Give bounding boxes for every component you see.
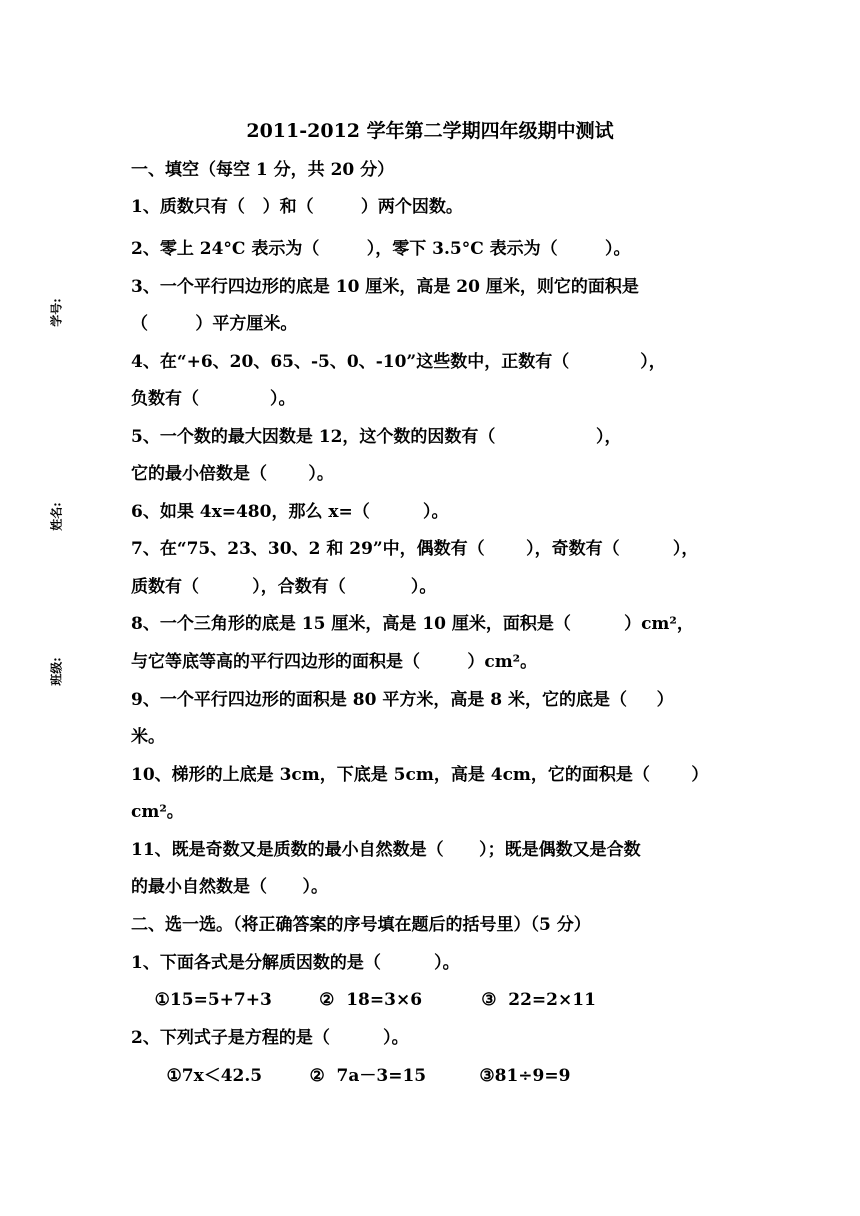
question-5: 5、一个数的最大因数是 12，这个数的因数有（ ）， xyxy=(131,427,622,447)
choice-question-2-options: ①7x＜42.5 ② 7a－3=15 ③81÷9=9 xyxy=(131,1066,571,1086)
question-4-cont: 负数有（ ）。 xyxy=(131,389,296,409)
class-label: 班级: xyxy=(49,657,64,686)
question-1: 1、质数只有（ ）和（ ）两个因数。 xyxy=(131,197,463,217)
question-3-cont: （ ）平方厘米。 xyxy=(131,314,298,334)
question-8: 8、一个三角形的底是 15 厘米，高是 10 厘米，面积是（ ）cm²， xyxy=(131,614,694,634)
section-1-heading: 一、填空（每空 1 分，共 20 分） xyxy=(131,160,395,180)
question-4: 4、在“+6、20、65、-5、0、-10”这些数中，正数有（ ）， xyxy=(131,352,666,372)
choice-question-1-options: ①15=5+7+3 ② 18=3×6 ③ 22=2×11 xyxy=(131,990,596,1010)
question-9-cont: 米。 xyxy=(131,727,165,747)
section-2-heading: 二、选一选。（将正确答案的序号填在题后的括号里）（5 分） xyxy=(131,915,591,935)
question-10-cont: cm²。 xyxy=(131,802,184,822)
choice-question-2: 2、下列式子是方程的是（ ）。 xyxy=(131,1028,409,1048)
question-8-cont: 与它等底等高的平行四边形的面积是（ ）cm²。 xyxy=(131,652,538,672)
question-3: 3、一个平行四边形的底是 10 厘米，高是 20 厘米，则它的面积是 xyxy=(131,277,639,297)
exam-title: 2011-2012 学年第二学期四年级期中测试 xyxy=(246,120,614,142)
question-9: 9、一个平行四边形的面积是 80 平方米，高是 8 米，它的底是（ ） xyxy=(131,690,674,710)
name-label: 姓名: xyxy=(49,502,64,531)
student-number-label: 学号: xyxy=(49,298,64,327)
choice-question-1: 1、下面各式是分解质因数的是（ ）。 xyxy=(131,953,460,973)
question-6: 6、如果 4x=480，那么 x=（ ）。 xyxy=(131,502,449,522)
question-2: 2、零上 24°C 表示为（ ），零下 3.5°C 表示为（ ）。 xyxy=(131,239,631,259)
question-7: 7、在“75、23、30、2 和 29”中，偶数有（ ），奇数有（ ）， xyxy=(131,539,699,559)
question-11-cont: 的最小自然数是（ ）。 xyxy=(131,877,329,897)
question-7-cont: 质数有（ ），合数有（ ）。 xyxy=(131,577,437,597)
question-5-cont: 它的最小倍数是（ ）。 xyxy=(131,464,334,484)
question-10: 10、梯形的上底是 3cm，下底是 5cm，高是 4cm，它的面积是（ ） xyxy=(131,765,709,785)
question-11: 11、既是奇数又是质数的最小自然数是（ ）；既是偶数又是合数 xyxy=(131,840,641,860)
